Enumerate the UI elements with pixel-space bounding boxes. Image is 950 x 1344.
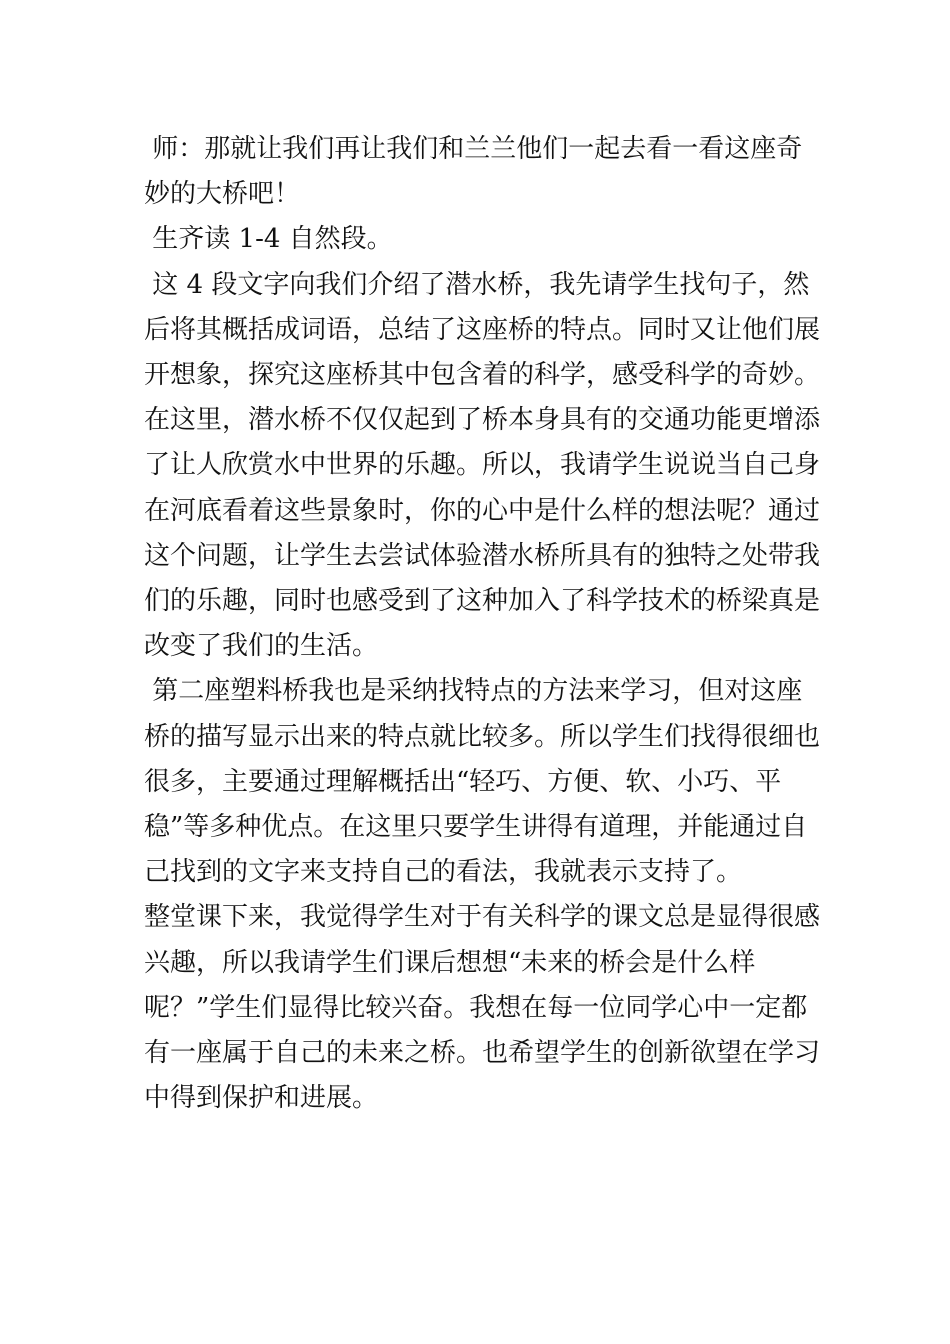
document-body: [144, 127, 824, 1121]
paragraph-lesson-reflection: 整堂课下来，我觉得学生对于有关科学的课文总是显得很感兴趣，所以我请学生们课后想想“未来的桥会是什么样呢？”学生们显得比较兴奋。我想在每一位同学心中一定都有一座属于自己的未来之桥。也希望学生的创新欲望在学习中得到保护和进展。: [144, 902, 821, 1114]
paragraph-underwater-bridge: 这 4 段文字向我们介绍了潜水桥，我先请学生找句子，然后将其概括成词语，总结了这座桥的特点。同时又让他们展开想象，探究这座桥其中包含着的科学，感受科学的奇妙。在这里，潜水桥不仅仅起到了桥本身具有的交通功能更增添了让人欣赏水中世界的乐趣。所以，我请学生说说当自己身在河底看着这些景象时，你的心中是什么样的想法呢？通过这个问题，让学生去尝试体验潜水桥所具有的独特之处带我们的乐趣，同时也感受到了这种加入了科学技术的桥梁真是改变了我们的生活。: [144, 269, 821, 662]
paragraph-students-read: 生齐读 1-4 自然段。: [144, 224, 393, 255]
paragraph-teacher-prompt: 师：那就让我们再让我们和兰兰他们一起去看一看这座奇妙的大桥吧！: [144, 134, 803, 210]
paragraph-plastic-bridge: 第二座塑料桥我也是采纳找特点的方法来学习，但对这座桥的描写显示出来的特点就比较多。所以学生们找得很细也很多，主要通过理解概括出“轻巧、方便、软、小巧、平稳”等多种优点。在这里只要学生讲得有道理，并能通过自己找到的文字来支持自己的看法，我就表示支持了。: [144, 676, 821, 888]
